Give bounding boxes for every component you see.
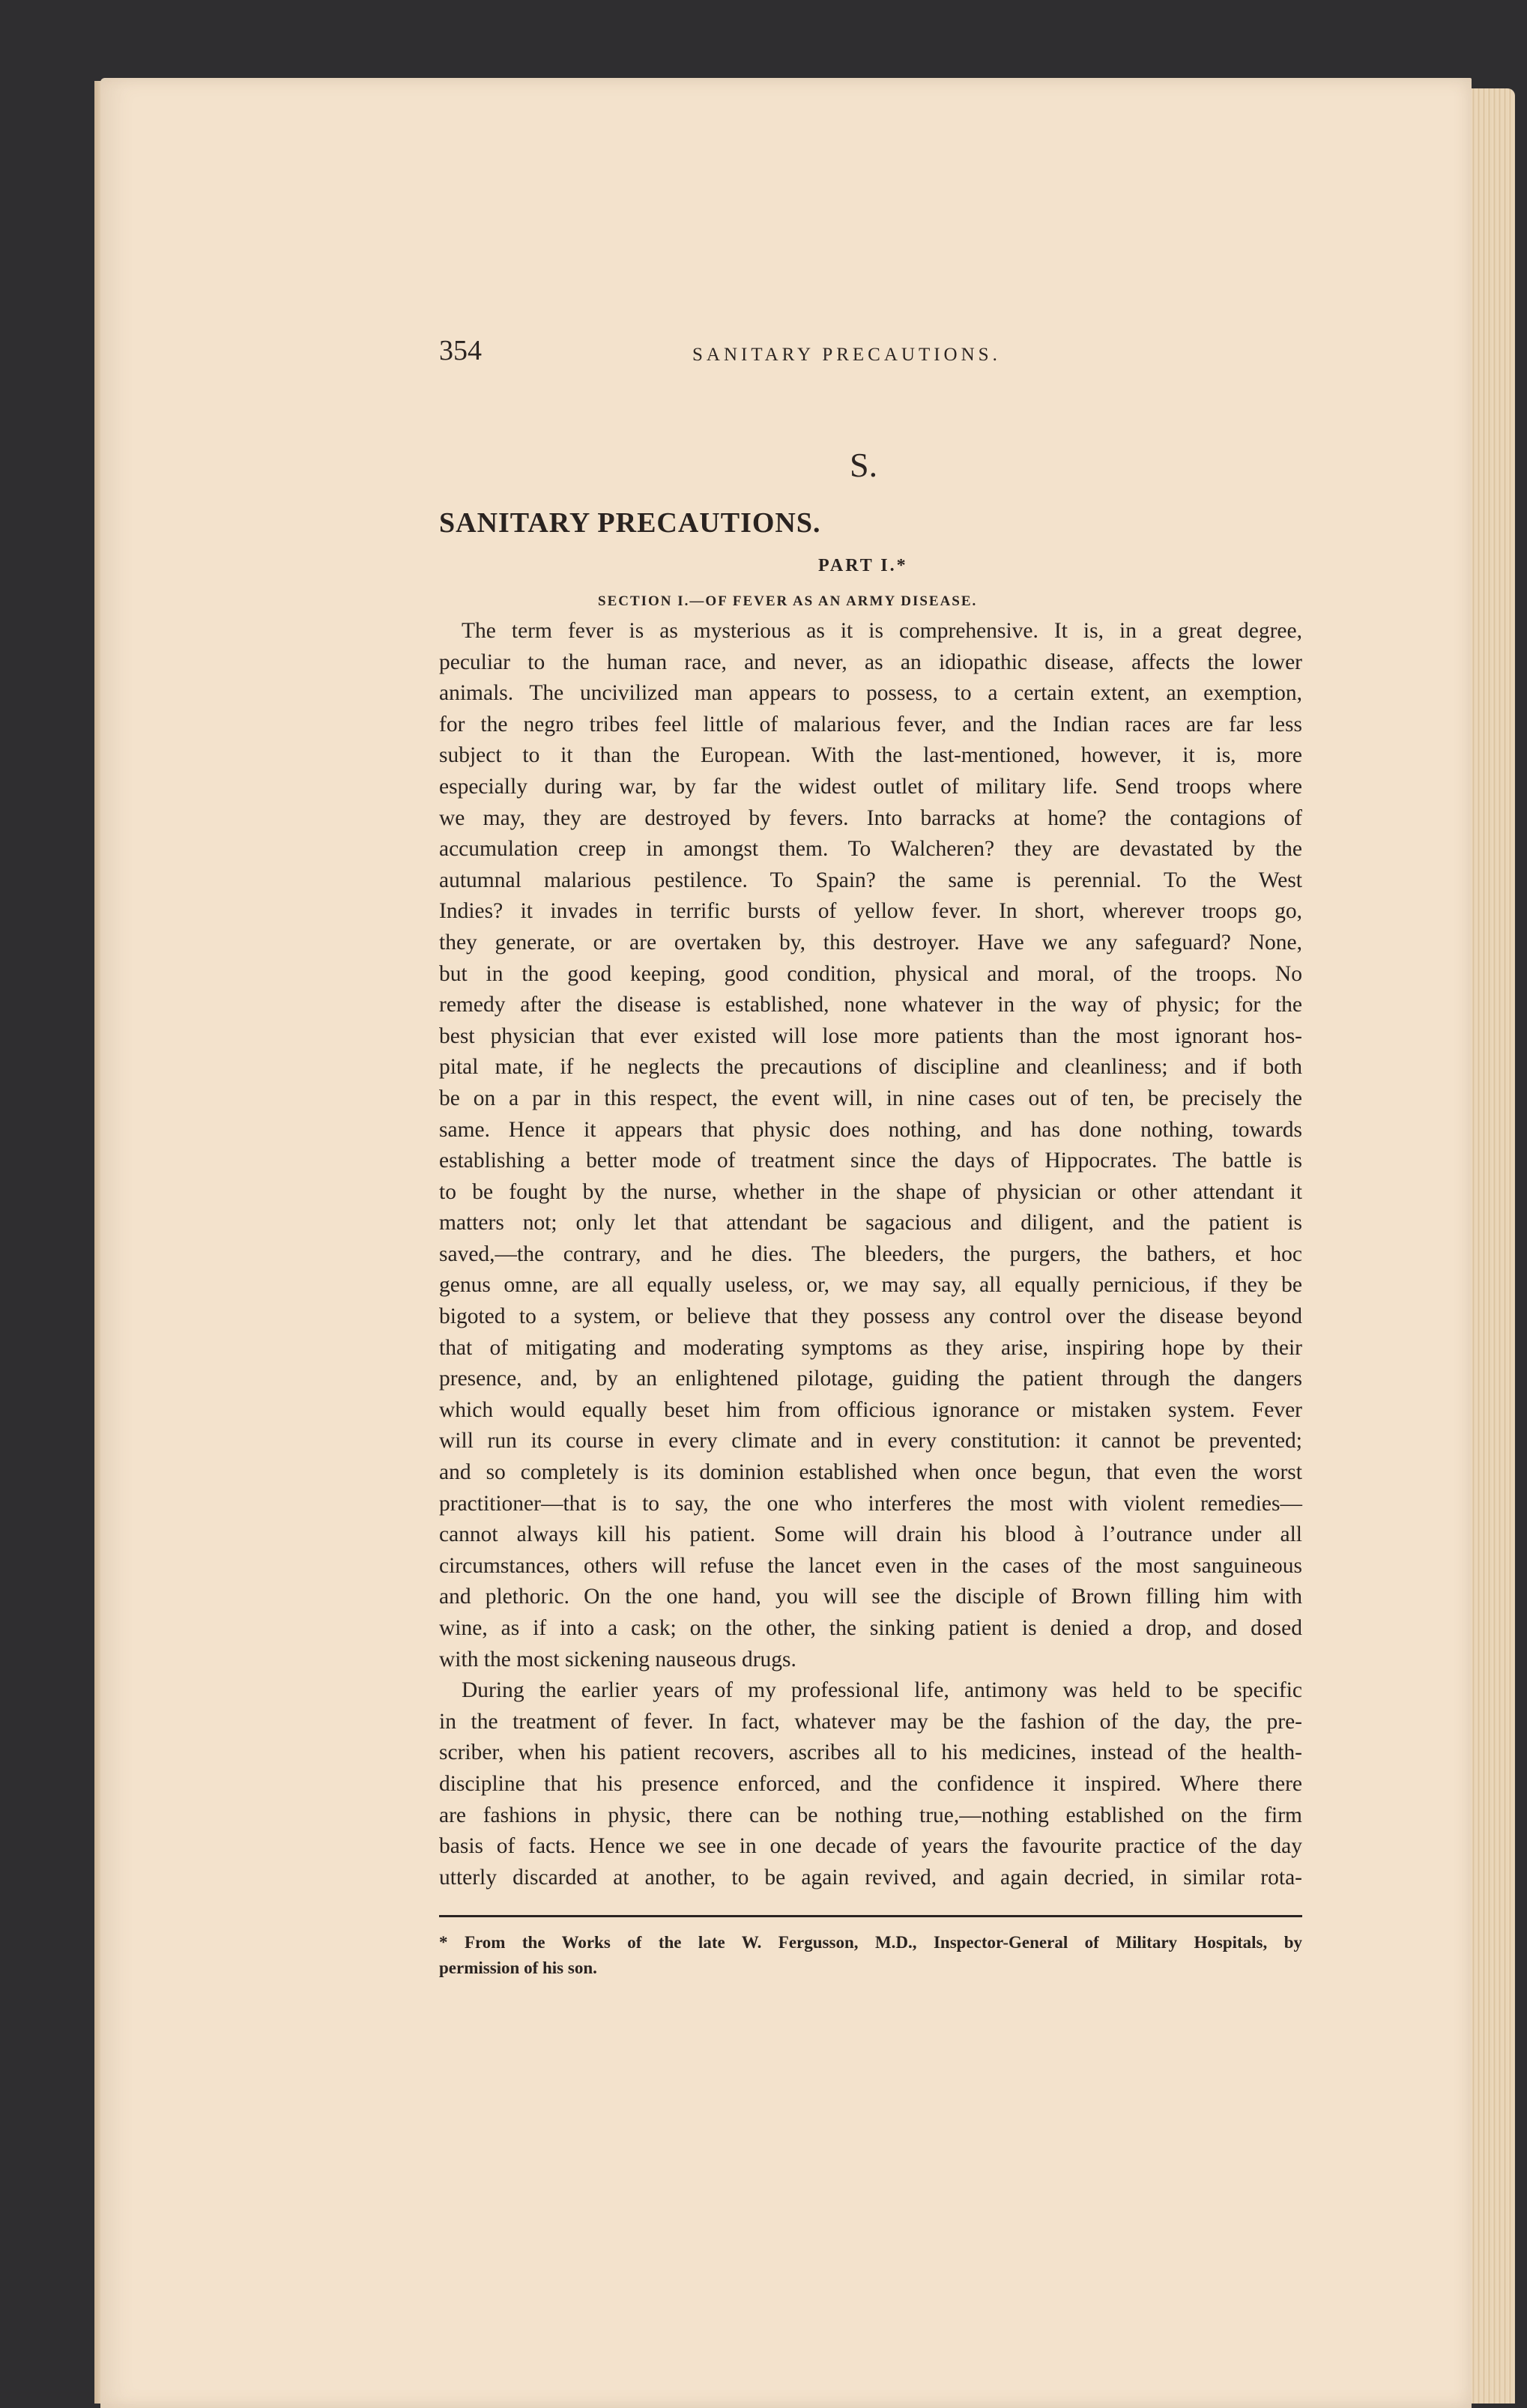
text-line: we may, they are destroyed by fevers. Into barracks at home? the contagions of [439, 805, 1302, 830]
page-number: 354 [439, 335, 482, 366]
text-line: bigoted to a system, or believe that they possess any control over the disease beyond [439, 1304, 1302, 1329]
text-line: saved,—the contrary, and he dies. The bleeders, the purgers, the bathers, et hoc [439, 1241, 1302, 1266]
text-line: with the most sickening nauseous drugs. [439, 1647, 796, 1672]
text-line: animals. The uncivilized man appears to possess, to a certain extent, an exemption, [439, 681, 1302, 706]
text-line: cannot always kill his patient. Some will drain his blood à l’outrance under all [439, 1522, 1302, 1547]
text-line: be on a par in this respect, the event will, in nine cases out of ten, be precisely the [439, 1086, 1302, 1110]
paragraph-1 [439, 616, 1302, 1675]
running-head: SANITARY PRECAUTIONS. [692, 345, 1001, 365]
part-heading: PART I.* [818, 556, 908, 575]
text-line: Indies? it invades in terrific bursts of yellow fever. In short, wherever troops go, [439, 899, 1302, 924]
text-line: genus omne, are all equally useless, or, we may say, all equally pernicious, if they be [439, 1273, 1302, 1298]
footnote-line: * From the Works of the late W. Fergusson, M.D., Inspector-General of Military Hospitals, by [439, 1933, 1302, 1952]
text-line: peculiar to the human race, and never, as an idiopathic disease, affects the lower [439, 650, 1302, 674]
text-line: discipline that his presence enforced, and the confidence it inspired. Where there [439, 1771, 1302, 1796]
text-line: in the treatment of fever. In fact, whatever may be the fashion of the day, the pre- [439, 1709, 1302, 1734]
article-title: SANITARY PRECAUTIONS. [439, 507, 821, 539]
text-line: to be fought by the nurse, whether in the shape of physician or other attendant it [439, 1179, 1302, 1204]
text-line: and plethoric. On the one hand, you will see the disciple of Brown filling him with [439, 1585, 1302, 1609]
text-line: remedy after the disease is established, none whatever in the way of physic; for the [439, 993, 1302, 1017]
text-line: wine, as if into a cask; on the other, the sinking patient is denied a drop, and dosed [439, 1616, 1302, 1640]
book-page-edges [1470, 88, 1515, 2404]
text-line: basis of facts. Hence we see in one decade of years the favourite practice of the day [439, 1834, 1302, 1859]
text-line: subject to it than the European. With the last-mentioned, however, it is, more [439, 743, 1302, 768]
text-line: accumulation creep in amongst them. To Walcheren? they are devastated by the [439, 837, 1302, 862]
text-line: matters not; only let that attendant be sagacious and diligent, and the patient is [439, 1211, 1302, 1235]
text-line: same. Hence it appears that physic does nothing, and has done nothing, towards [439, 1117, 1302, 1142]
text-line: that of mitigating and moderating symptoms as they arise, inspiring hope by their [439, 1335, 1302, 1360]
text-line: they generate, or are overtaken by, this destroyer. Have we any safeguard? None, [439, 930, 1302, 955]
page-header [439, 334, 1302, 376]
section-letter: S. [850, 446, 878, 484]
text-line: pital mate, if he neglects the precautions of discipline and cleanliness; and if both [439, 1055, 1302, 1080]
text-line: especially during war, by far the widest outlet of military life. Send troops where [439, 774, 1302, 799]
text-line: circumstances, others will refuse the lancet even in the cases of the most sanguineous [439, 1553, 1302, 1578]
text-line: utterly discarded at another, to be again revived, and again decried, in similar rota- [439, 1865, 1302, 1890]
text-line: will run its course in every climate and in every constitution: it cannot be prevented; [439, 1429, 1302, 1453]
text-line: establishing a better mode of treatment since the days of Hippocrates. The battle is [439, 1149, 1302, 1173]
text-line: During the earlier years of my professional life, antimony was held to be specific [462, 1678, 1302, 1703]
text-line: autumnal malarious pestilence. To Spain? the same is perennial. To the West [439, 868, 1302, 892]
footnote-divider [439, 1915, 1302, 1917]
text-line: The term fever is as mysterious as it is comprehensive. It is, in a great degree, [462, 619, 1302, 643]
footnote [439, 1930, 1302, 1981]
section-heading: SECTION I.—OF FEVER AS AN ARMY DISEASE. [598, 593, 978, 609]
text-line: presence, and, by an enlightened pilotage, guiding the patient through the dangers [439, 1367, 1302, 1391]
text-line: which would equally beset him from officious ignorance or mistaken system. Fever [439, 1397, 1302, 1422]
body-text [439, 616, 1302, 1893]
text-line: are fashions in physic, there can be nothing true,—nothing established on the firm [439, 1803, 1302, 1827]
text-line: for the negro tribes feel little of malarious fever, and the Indian races are far less [439, 712, 1302, 736]
footnote-line: permission of his son. [439, 1958, 597, 1977]
text-line: but in the good keeping, good condition, physical and moral, of the troops. No [439, 961, 1302, 986]
paragraph-2 [439, 1675, 1302, 1893]
text-line: and so completely is its dominion established when once begun, that even the worst [439, 1460, 1302, 1485]
text-line: best physician that ever existed will lose more patients than the most ignorant hos- [439, 1023, 1302, 1048]
text-line: practitioner—that is to say, the one who interferes the most with violent remedies— [439, 1491, 1302, 1516]
text-line: scriber, when his patient recovers, ascribes all to his medicines, instead of the health- [439, 1740, 1302, 1765]
